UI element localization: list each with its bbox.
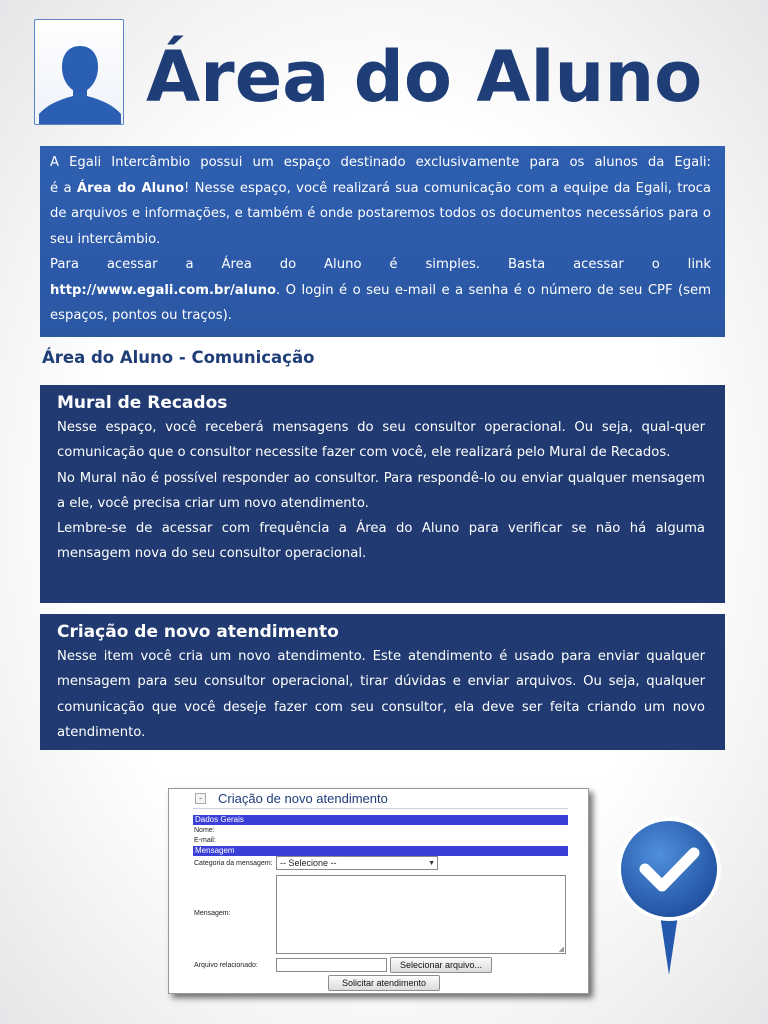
collapse-icon[interactable]: - bbox=[195, 793, 206, 804]
new-ticket-paragraph: Nesse item você cria um novo atendimento. Este atendimento é usado para enviar qualquer mensagem para seu consultor operacional, tirar dúvidas e enviar arquivos. Ou seja, qualquer comunicação que você deseje fazer com seu consultor, ela deve ser feita criando um novo atendimento. bbox=[57, 649, 705, 740]
name-label: Nome: bbox=[194, 827, 215, 834]
page-title: Área do Aluno bbox=[146, 36, 703, 118]
form-title-divider bbox=[193, 808, 568, 809]
intro-login-text: . O login é o seu e-mail e a senha é o número de seu CPF (sem espaços, pontos ou traços). bbox=[50, 282, 711, 323]
new-ticket-panel bbox=[40, 614, 725, 750]
category-label: Categoria da mensagem: bbox=[194, 860, 273, 867]
intro-line-1: A Egali Intercâmbio possui um espaço destinado exclusivamente para os alunos da Egali: bbox=[50, 155, 711, 170]
intro-paragraph bbox=[50, 176, 711, 253]
student-area-link[interactable]: http://www.egali.com.br/aluno bbox=[50, 282, 277, 298]
file-label: Arquivo relacionado: bbox=[194, 962, 258, 969]
category-select-value: -- Selecione -- bbox=[280, 858, 337, 868]
intro-access-line: Para acessar a Área do Aluno é simples. Basta acessar o link bbox=[50, 257, 711, 272]
category-select[interactable] bbox=[276, 856, 438, 870]
chevron-down-icon: ▼ bbox=[428, 860, 435, 867]
file-path-input[interactable] bbox=[276, 958, 387, 972]
mural-paragraph-2: No Mural não é possível responder ao consultor. Para respondê-lo ou enviar qualquer mensagem a ele, você precisa criar um novo atendimento. bbox=[57, 470, 705, 511]
intro-text-continued: ! Nesse espaço, você realizará sua comunicação com a equipe da Egali, troca de arquivos e informações, e também é onde postaremos todos os documentos necessários para o seu intercâmbio. bbox=[50, 180, 711, 247]
mural-paragraph-1: Nesse espaço, você receberá mensagens do seu consultor operacional. Ou seja, qual-quer comunicação que o consultor necessite fazer com você, ele realizará pelo Mural de Recados. bbox=[57, 420, 705, 461]
intro-panel bbox=[40, 146, 725, 337]
message-textarea[interactable] bbox=[276, 875, 566, 954]
message-label: Mensagem: bbox=[194, 910, 231, 917]
resize-grip-icon[interactable]: ◢ bbox=[558, 946, 564, 953]
user-avatar-icon bbox=[34, 19, 124, 125]
form-title: Criação de novo atendimento bbox=[218, 791, 388, 806]
form-screenshot bbox=[168, 788, 589, 994]
email-label: E-mail: bbox=[194, 837, 216, 844]
checkmark-pin-icon bbox=[614, 815, 724, 980]
mural-paragraph-3: Lembre-se de acessar com frequência a Área do Aluno para verificar se não há alguma mensagem nova do seu consultor operacional. bbox=[57, 521, 705, 562]
form-header bbox=[195, 791, 388, 806]
mural-title: Mural de Recados bbox=[57, 393, 228, 413]
intro-login-paragraph bbox=[50, 278, 711, 329]
mural-panel bbox=[40, 385, 725, 603]
section-subheading: Área do Aluno - Comunicação bbox=[42, 348, 315, 367]
submit-request-button[interactable]: Solicitar atendimento bbox=[328, 975, 440, 991]
intro-highlight: Área do Aluno bbox=[76, 180, 185, 196]
intro-text: é a bbox=[50, 180, 77, 196]
section-bar-message: Mensagem bbox=[193, 846, 568, 856]
section-bar-general: Dados Gerais bbox=[193, 815, 568, 825]
new-ticket-title: Criação de novo atendimento bbox=[57, 622, 339, 642]
select-file-button[interactable]: Selecionar arquivo... bbox=[390, 957, 492, 973]
